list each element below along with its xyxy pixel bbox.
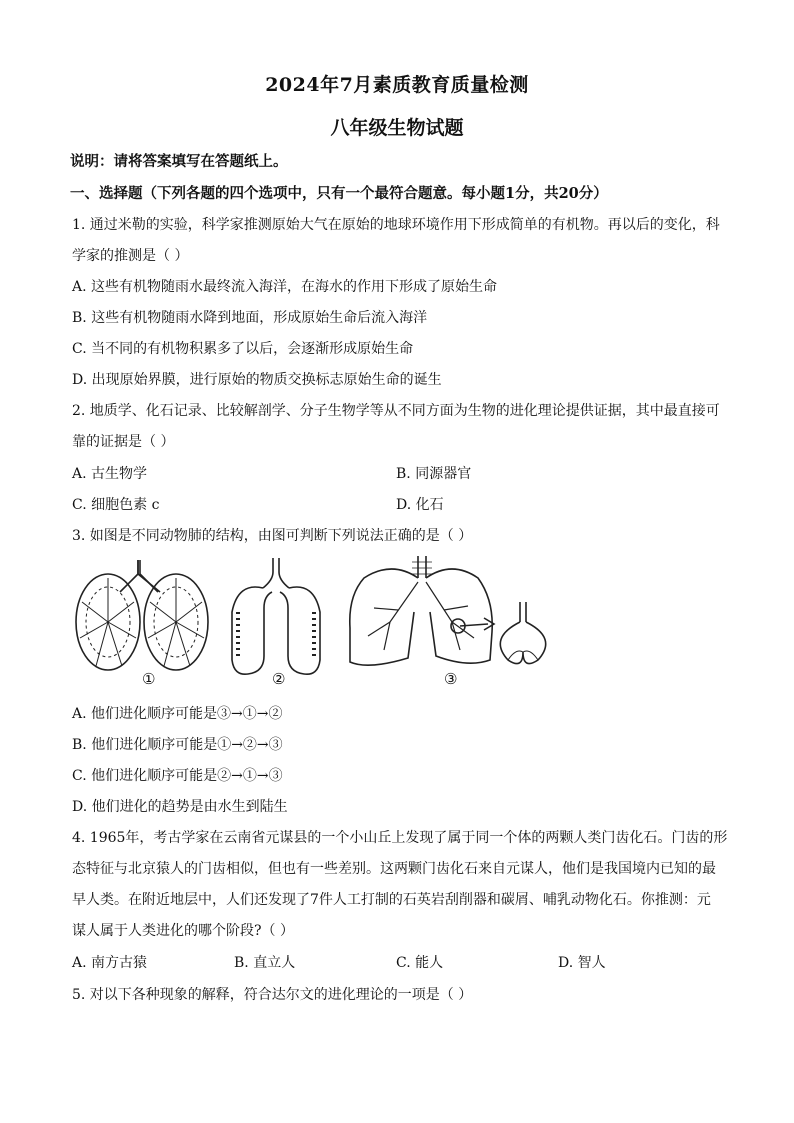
question-1-stem-line-1: 1. 通过米勒的实验，科学家推测原始大气在原始的地球环境作用下形成简单的有机物。再以后的变化，科 <box>72 217 720 233</box>
question-3-option-d: D. 他们进化的趋势是由水生到陆生 <box>72 799 288 815</box>
question-1-option-c: C. 当不同的有机物积累多了以后，会逐渐形成原始生命 <box>72 341 414 357</box>
question-1-option-a: A. 这些有机物随雨水最终流入海洋，在海水的作用下形成了原始生命 <box>72 279 498 295</box>
lung-3-illustration <box>350 556 546 665</box>
question-4-option-b: B. 直立人 <box>234 955 296 971</box>
question-4-option-c: C. 能人 <box>396 955 444 971</box>
section-heading: 一、选择题（下列各题的四个选项中，只有一个最符合题意。每小题1分，共20分） <box>70 185 608 202</box>
question-4-stem-line-1: 4. 1965年，考古学家在云南省元谋县的一个小山丘上发现了属于同一个体的两颗人类门齿化石。门齿的形 <box>72 830 728 846</box>
lung-1-illustration <box>76 560 208 670</box>
exam-title: 2024年7月素质教育质量检测 <box>265 74 529 96</box>
question-1-option-d: D. 出现原始界膜，进行原始的物质交换标志原始生命的诞生 <box>72 372 442 388</box>
lung-2-illustration <box>232 558 320 674</box>
question-5-stem: 5. 对以下各种现象的解释，符合达尔文的进化理论的一项是（ ） <box>72 987 473 1003</box>
question-2-option-a: A. 古生物学 <box>72 466 148 482</box>
lung-structure-figure <box>68 552 548 692</box>
question-1-stem-line-2: 学家的推测是（ ） <box>72 248 189 264</box>
lung-diagrams <box>68 552 548 692</box>
question-4-stem-line-3: 早人类。在附近地层中，人们还发现了7件人工打制的石英岩刮削器和碳屑、哺乳动物化石。你推测：元 <box>72 892 711 908</box>
question-2-option-d: D. 化石 <box>396 497 444 513</box>
instruction-note: 说明：请将答案填写在答题纸上。 <box>70 153 288 170</box>
figure-label-3: ③ <box>444 670 458 688</box>
question-2-stem-line-1: 2. 地质学、化石记录、比较解剖学、分子生物学等从不同方面为生物的进化理论提供证据，其中最直接可 <box>72 403 720 419</box>
question-2-option-c: C. 细胞色素 c <box>72 497 160 513</box>
question-2-stem-line-2: 靠的证据是（ ） <box>72 434 175 450</box>
question-2-option-b: B. 同源器官 <box>396 466 472 482</box>
question-4-option-a: A. 南方古猿 <box>72 955 148 971</box>
question-3-option-c: C. 他们进化顺序可能是②→①→③ <box>72 768 283 784</box>
question-1-option-b: B. 这些有机物随雨水降到地面，形成原始生命后流入海洋 <box>72 310 428 326</box>
figure-label-2: ② <box>272 670 286 688</box>
question-4-option-d: D. 智人 <box>558 955 606 971</box>
question-4-stem-line-2: 态特征与北京猿人的门齿相似，但也有一些差别。这两颗门齿化石来自元谋人，他们是我国境内已知的最 <box>72 861 716 877</box>
question-3-option-b: B. 他们进化顺序可能是①→②→③ <box>72 737 283 753</box>
figure-label-1: ① <box>142 670 156 688</box>
question-4-stem-line-4: 谋人属于人类进化的哪个阶段?（ ） <box>72 923 294 939</box>
question-3-option-a: A. 他们进化顺序可能是③→①→② <box>72 706 283 722</box>
exam-subtitle: 八年级生物试题 <box>330 117 464 139</box>
question-3-stem: 3. 如图是不同动物肺的结构，由图可判断下列说法正确的是（ ） <box>72 528 473 544</box>
